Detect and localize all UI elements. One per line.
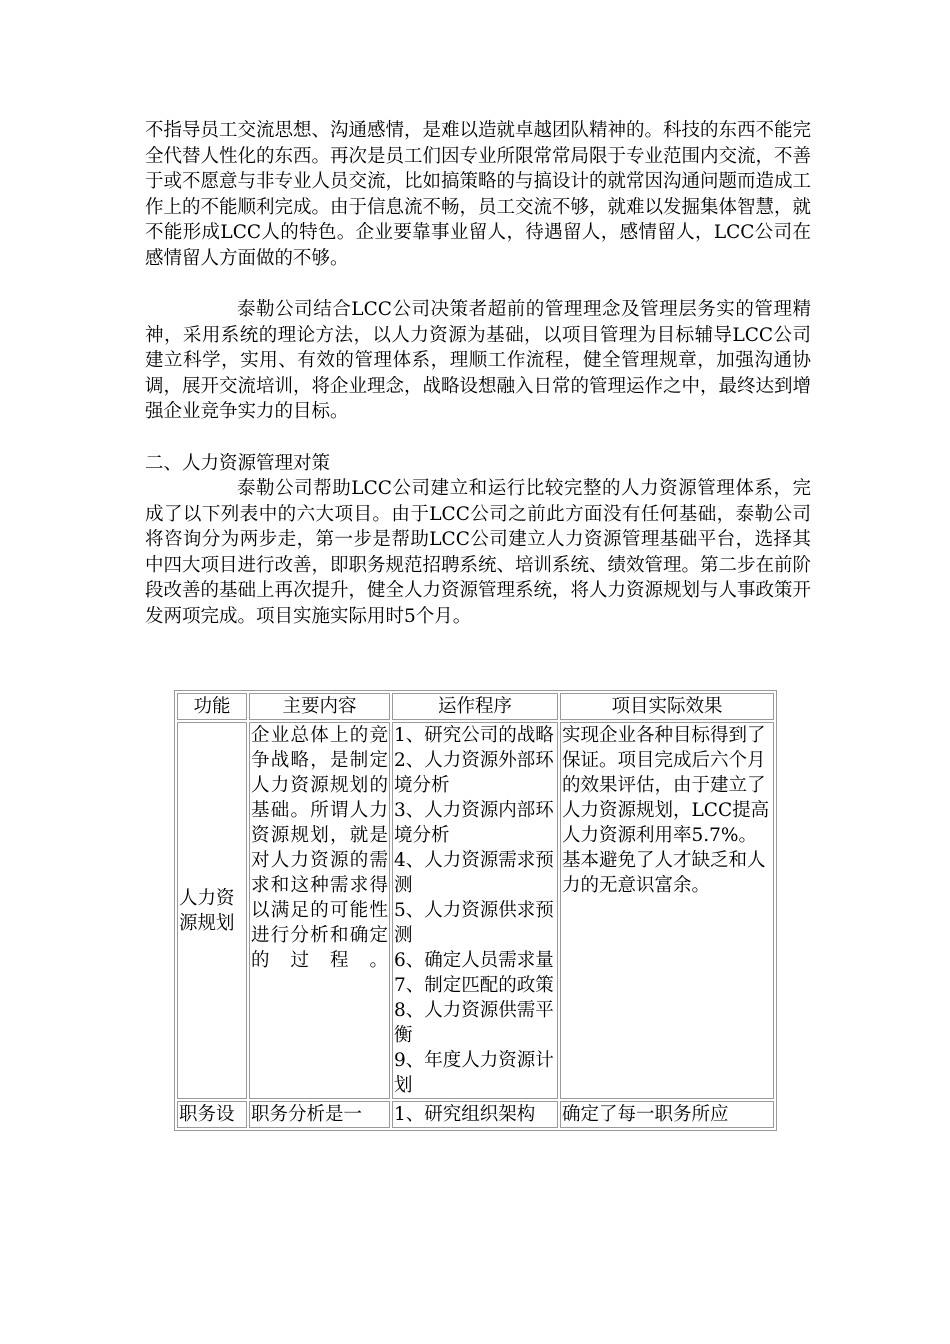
section-heading: 二、人力资源管理对策 xyxy=(145,452,331,474)
table-header-row xyxy=(177,693,774,720)
procedure-step: 2、人力资源外部环境分析 xyxy=(394,750,554,796)
table-row xyxy=(177,722,774,1099)
header-content: 主要内容 xyxy=(249,693,390,720)
table-row xyxy=(177,1101,774,1128)
header-function: 功能 xyxy=(177,693,247,720)
header-effect: 项目实际效果 xyxy=(560,693,774,720)
cell-function: 职务设 xyxy=(177,1101,247,1128)
header-procedure: 运作程序 xyxy=(392,693,558,720)
cell-function: 人力资源规划 xyxy=(177,722,247,1099)
procedure-step: 6、确定人员需求量 xyxy=(394,950,554,971)
procedure-step: 9、年度人力资源计划 xyxy=(394,1050,554,1096)
procedure-step: 1、研究公司的战略 xyxy=(394,725,554,746)
cell-effect: 实现企业各种目标得到了保证。项目完成后六个月的效果评估，由于建立了人力资源规划，LCC提高人力资源利用率5.7%。基本避免了人才缺乏和人力的无意识富余。 xyxy=(560,722,774,1099)
cell-procedure xyxy=(392,1101,558,1128)
cell-procedure xyxy=(392,722,558,1099)
procedure-step: 7、制定匹配的政策 xyxy=(394,975,554,996)
hr-projects-table xyxy=(174,690,777,1131)
paragraph-2: 泰勒公司结合LCC公司决策者超前的管理理念及管理层务实的管理精神，采用系统的理论方法，以人力资源为基础，以项目管理为目标辅导LCC公司建立科学，实用、有效的管理体系，理顺工作流程，健全管理规章，加强沟通协调，展开交流培训，将企业理念，战略设想融入日常的管理运作之中，最终达到增强企业竞争实力的目标。 xyxy=(145,299,812,422)
procedure-step: 4、人力资源需求预测 xyxy=(394,850,554,896)
cell-effect: 确定了每一职务所应 xyxy=(560,1101,774,1128)
procedure-step: 5、人力资源供求预测 xyxy=(394,900,554,946)
cell-content: 企业总体上的竞争战略，是制定人力资源规划的基础。所谓人力资源规划，就是对人力资源的需求和这种需求得以满足的可能性进行分析和确定的过程。 xyxy=(249,722,390,1099)
cell-content: 职务分析是一 xyxy=(249,1101,390,1128)
procedure-step: 8、人力资源供需平衡 xyxy=(394,1000,554,1046)
procedure-step: 1、研究组织架构 xyxy=(394,1104,536,1125)
procedure-step: 3、人力资源内部环境分析 xyxy=(394,800,554,846)
paragraph-1: 不指导员工交流思想、沟通感情，是难以造就卓越团队精神的。科技的东西不能完全代替人性化的东西。再次是员工们因专业所限常常局限于专业范围内交流，不善于或不愿意与非专业人员交流，比如搞策略的与搞设计的就常因沟通问题而造成工作上的不能顺利完成。由于信息流不畅，员工交流不够，就难以发掘集体智慧，就不能形成LCC人的特色。企业要靠事业留人，待遇留人，感情留人，LCC公司在感情留人方面做的不够。 xyxy=(145,120,812,269)
document-body xyxy=(145,118,811,629)
paragraph-3: 泰勒公司帮助LCC公司建立和运行比较完整的人力资源管理体系，完成了以下列表中的六大项目。由于LCC公司之前此方面没有任何基础，泰勒公司将咨询分为两步走，第一步是帮助LCC公司建立人力资源管理基础平台，选择其中四大项目进行改善，即职务规范招聘系统、培训系统、绩效管理。第二步在前阶段改善的基础上再次提升，健全人力资源管理系统，将人力资源规划与人事政策开发两项完成。项目实施实际用时5个月。 xyxy=(145,478,812,627)
